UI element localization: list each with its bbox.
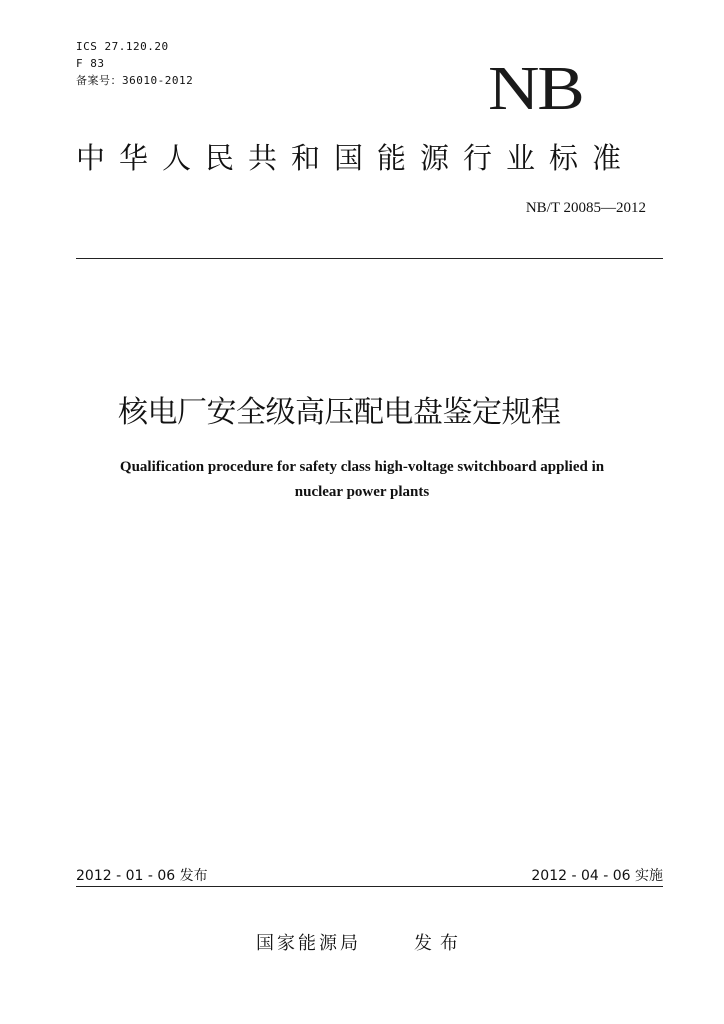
ics-code: ICS 27.120.20	[76, 40, 169, 53]
publish-label: 发布	[414, 933, 466, 954]
top-divider	[76, 258, 663, 259]
title-en-line-2: nuclear power plants	[294, 484, 430, 500]
bottom-divider	[76, 886, 663, 887]
category-code: F 83	[76, 57, 105, 70]
nb-logo: NB	[488, 55, 583, 123]
implementation-date: 2012 - 04 - 06 实施	[531, 868, 663, 884]
title-en-line-1: Qualification procedure for safety class high-voltage switchboard applied in	[119, 459, 605, 475]
standard-number: NB/T 20085—2012	[525, 200, 646, 216]
document-title-en	[60, 455, 664, 505]
document-title-cn: 核电厂安全级高压配电盘鉴定规程	[118, 395, 561, 430]
publisher-name: 国家能源局	[256, 933, 361, 954]
classification-block	[76, 38, 193, 89]
filing-number: 备案号：36010-2012	[76, 74, 194, 87]
issue-date: 2012 - 01 - 06 发布	[76, 868, 208, 884]
industry-standard-title: 中华人民共和国能源行业标准	[76, 141, 636, 175]
